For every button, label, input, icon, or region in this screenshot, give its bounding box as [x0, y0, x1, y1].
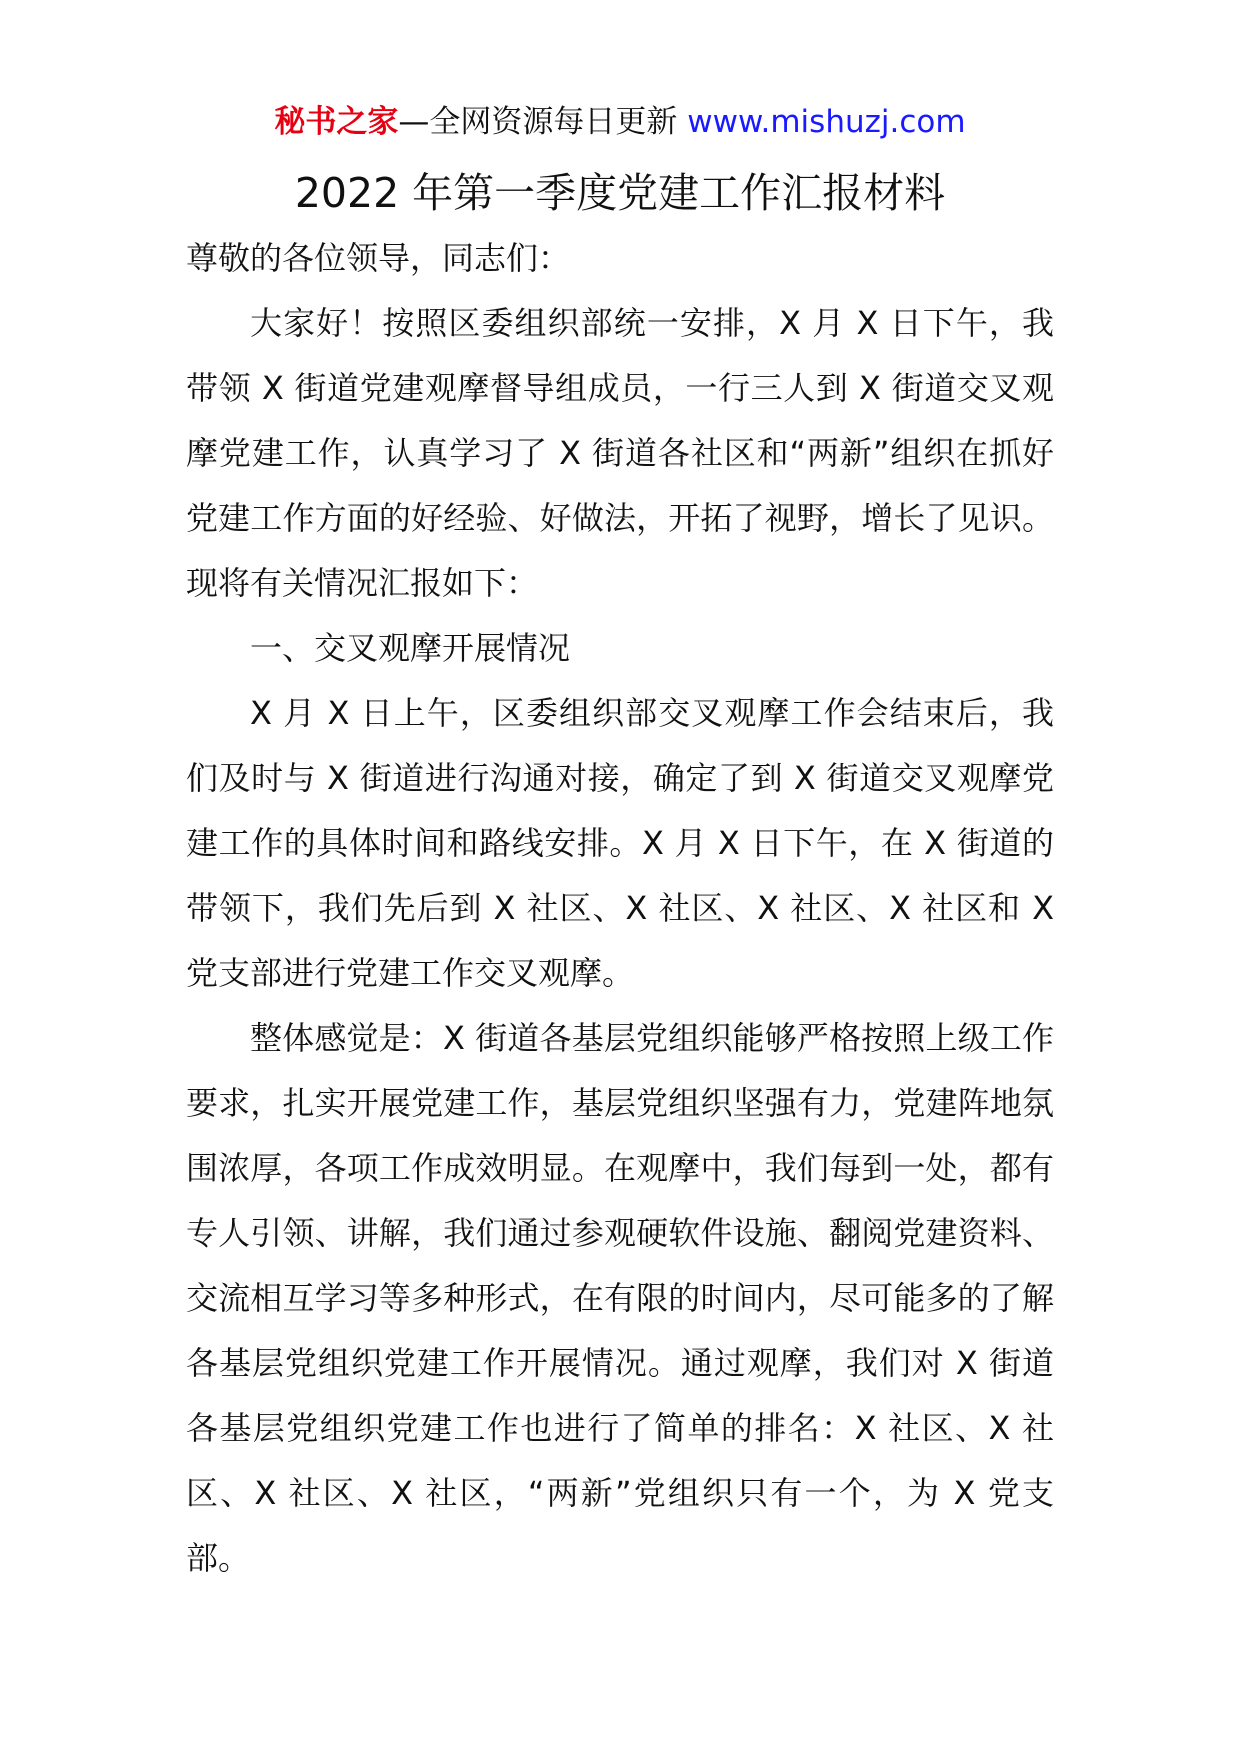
document-body	[186, 226, 1054, 1591]
intro-paragraph: 大家好！按照区委组织部统一安排，X 月 X 日下午，我带领 X 街道党建观摩督导组成员，一行三人到 X 街道交叉观摩党建工作，认真学习了 X 街道各社区和“两新”组织在抓好党建工作方面的好经验、好做法，开拓了视野，增长了见识。现将有关情况汇报如下：	[186, 304, 1054, 602]
body-paragraph: 整体感觉是：X 街道各基层党组织能够严格按照上级工作要求，扎实开展党建工作，基层党组织坚强有力，党建阵地氛围浓厚，各项工作成效明显。在观摩中，我们每到一处，都有专人引领、讲解，我们通过参观硬软件设施、翻阅党建资料、交流相互学习等多种形式，在有限的时间内，尽可能多的了解各基层党组织党建工作开展情况。通过观摩，我们对 X 街道各基层党组织党建工作也进行了简单的排名：X 社区、X 社区、X 社区、X 社区，“两新”党组织只有一个，为 X 党支部。	[186, 1019, 1054, 1577]
salutation: 尊敬的各位领导，同志们：	[186, 239, 571, 277]
section-heading: 一、交叉观摩开展情况	[250, 629, 571, 667]
document-title: 2022 年第一季度党建工作汇报材料	[294, 169, 946, 217]
site-tagline: —全网资源每日更新	[398, 104, 688, 140]
site-url-link[interactable]: www.mishuzj.com	[687, 104, 966, 140]
site-brand: 秘书之家	[274, 104, 399, 140]
site-header	[0, 100, 1240, 144]
body-paragraph: X 月 X 日上午，区委组织部交叉观摩工作会结束后，我们及时与 X 街道进行沟通对接，确定了到 X 街道交叉观摩党建工作的具体时间和路线安排。X 月 X 日下午，在 X 街道的带领下，我们先后到 X 社区、X 社区、X 社区、X 社区和 X 党支部进行党建工作交叉观摩。	[186, 694, 1054, 992]
